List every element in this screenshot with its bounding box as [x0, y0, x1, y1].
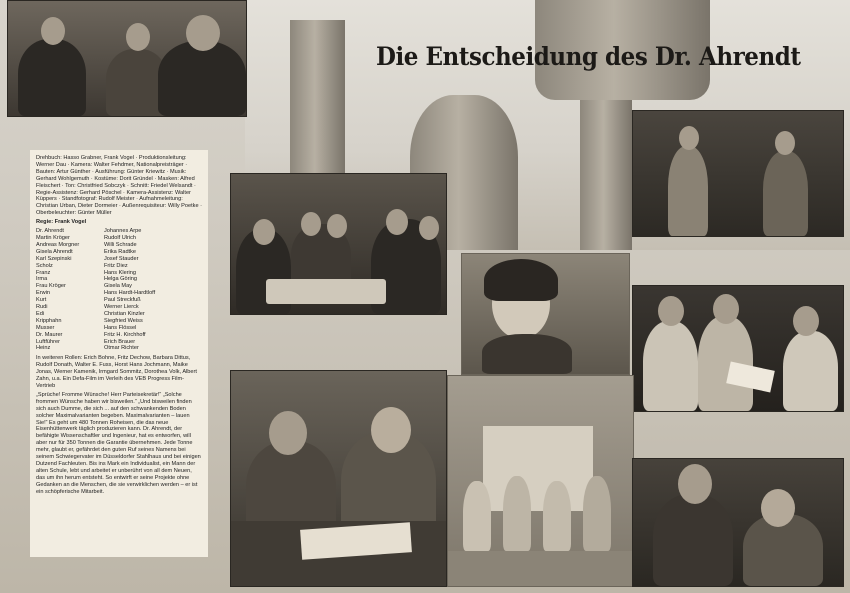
- cast-role: Martin Kröger: [36, 234, 70, 241]
- cast-role: Franz: [36, 269, 51, 276]
- credits-further: In weiteren Rollen: Erich Bohne, Fritz Dechow, Barbara Dittus, Rudolf Donath, Walter E. Fuss, Horst Hans Jochmann, Maike Jonas, Werner Kamenik, Irmgard Sommitz, Dorothea Volk, Albert Zahn, u.a. Ein Defa-Film im Verleih des VEB Progress Film-Vertrieb: [36, 355, 197, 389]
- photo-construction-crew: [447, 375, 634, 587]
- cast-actor: Willi Schrade: [104, 241, 137, 248]
- photo-workers-plant: [632, 110, 844, 237]
- cast-actor: Erika Radtke: [104, 248, 137, 255]
- cast-role: Dr. Ahrendt: [36, 228, 64, 235]
- cast-role: Scholz: [36, 262, 53, 269]
- cast-actor: Otmar Richter: [104, 345, 139, 352]
- photo-woman-portrait: [461, 253, 630, 375]
- cast-role: Musser: [36, 324, 55, 331]
- cast-actor: Helga Göring: [104, 276, 137, 283]
- cast-actor: Siegfried Weiss: [104, 317, 143, 324]
- credits-director: Regie: Frank Vogel: [36, 219, 87, 226]
- film-title: Die Entscheidung des Dr. Ahrendt: [376, 42, 801, 71]
- cast-role: Andreas Morgner: [36, 241, 80, 248]
- cast-role: Gisela Ahrendt: [36, 248, 73, 255]
- credits-intro: Drehbuch: Hasso Grabner, Frank Vogel · Produktionsleitung: Werner Dau · Kamera: Walter Fehdmer, Nationalpreisträger · Bauten: Artur Günther · Ausführung: Günter Kriewitz · Musik: Gerhard Wohlgemuth · Kostüme: Dorit Gründel · Masken: Alfred Fleischert · Ton: Christfried Sobczyk · Schnitt: Friedel Welsandt · Regie-Assistenz: Gerhard Pöschel · Kamera-Assistenz: Walter Küppers · Standfotograf: Rudolf Meister · Aufnahmeleitung: Christian Urban, Dieter Dormeier · Außenrequisiteur: Willy Poetke · Oberbeleuchter: Günter Müller: [36, 155, 203, 217]
- cast-role: Heinz: [36, 345, 51, 352]
- cast-actor: Christian Kinzler: [104, 310, 145, 317]
- cast-actor: Hans Flössel: [104, 324, 137, 331]
- cast-actor: Josef Stauder: [104, 255, 139, 262]
- cast-actor: Werner Lierck: [104, 304, 139, 311]
- cast-role: Erwin: [36, 290, 50, 297]
- cast-actor: Johannes Arpe: [104, 228, 142, 235]
- water-tower-shaft: [580, 100, 632, 250]
- photo-couple-studying: [230, 370, 447, 587]
- cast-list: [36, 228, 202, 352]
- cast-actor: Fritz Diez: [104, 262, 128, 269]
- cast-actor: Hans Hardt-Hardtloff: [104, 290, 156, 297]
- photo-engineers-discussion: [632, 285, 844, 412]
- photo-man-woman: [632, 458, 844, 587]
- cast-role: Karl Szepinski: [36, 255, 72, 262]
- cast-role: Dr. Maurer: [36, 331, 63, 338]
- cast-actor: Gisela May: [104, 283, 132, 290]
- cast-actor: Erich Brauer: [104, 338, 136, 345]
- story-text: „Sprüche! Fromme Wünsche! Herr Parteisekretär!“ „Solche frommen Wünsche haben wir bisweilen.“ „Und bisweilen finden sich auch Dumme, die sich ... auf den schwankenden Boden solcher Maximalvarianten begeben. Maximalvarianten – lauen Sie!“ Es geht um 480 Tonnen Roheisen, die das neue Eisenhüttenwerk täglich produzieren kann. Dr. Ahrendt, der befähigte Wissenschaftler und Ingenieur, hat es entworfen, will aber nur für 350 Tonnen die Garantie übernehmen. Jede Tonne mehr, glaubt er, gefährdet den guten Ruf seines Namens bei seinem Schwiegervater im Düsseldorfer Stahlhaus und bei einigen Dutzend Fachleuten. Bis ins Mark ein Individualist, ein Mann der alten Schule, lebt und arbeitet er unberührt von all dem Neuen, das um ihn herum entsteht. So entwirft er seine Projekte ohne Gedanken an die Menschen, die sie verwirklichen werden – er ist ein schöpferische Mitarbeit.: [36, 391, 201, 495]
- cast-role: Irma: [36, 276, 48, 283]
- cast-role: Kripphahn: [36, 317, 62, 324]
- cast-actor: Fritz H. Kirchhoff: [104, 331, 146, 338]
- cast-role: Rudi: [36, 304, 48, 311]
- cast-role: Luftführer: [36, 338, 60, 345]
- credits-panel: [30, 150, 208, 557]
- cast-role: Edi: [36, 310, 45, 317]
- photo-canteen-group: [230, 173, 447, 315]
- photo-meeting: [7, 0, 247, 117]
- cast-role: Kurt: [36, 297, 47, 304]
- cast-actor: Hans Klering: [104, 269, 137, 276]
- cast-actor: Rudolf Ulrich: [104, 234, 137, 241]
- cast-role: Frau Kröger: [36, 283, 66, 290]
- cast-actor: Paul Streckfuß: [104, 297, 141, 304]
